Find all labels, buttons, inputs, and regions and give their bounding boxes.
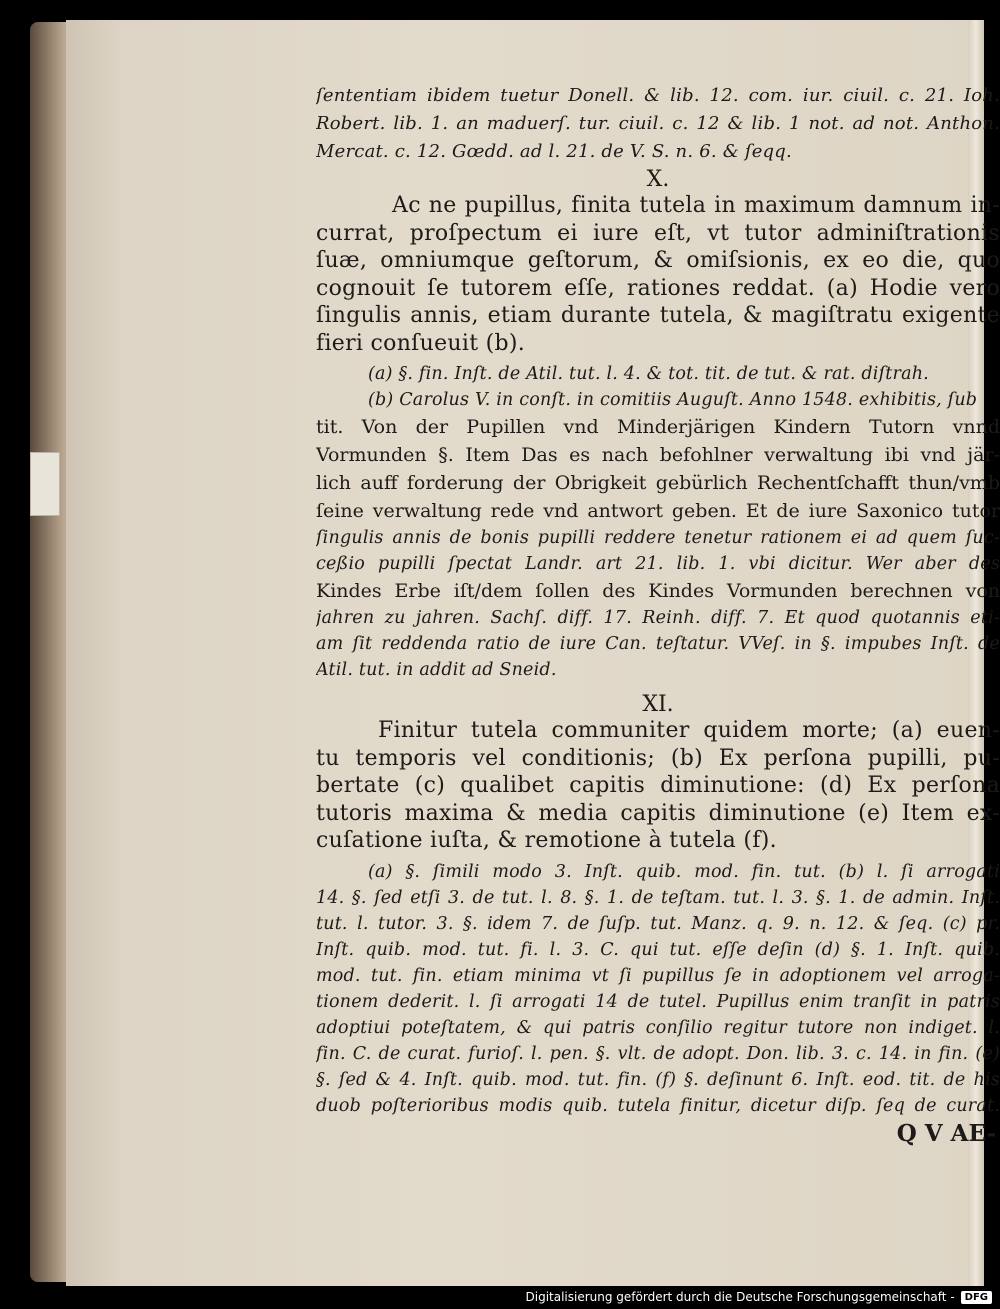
- body-line: currat, proſpectum ei iure eſt, vt tutor adminiſtrationis: [316, 220, 1000, 246]
- note-line: (b) Carolus V. in conſt. in comitiis Auguſt. Anno 1548. exhibitis, ſub: [368, 390, 978, 410]
- section-heading-xi: XI.: [642, 693, 674, 717]
- note-line: ceßio pupilli ſpectat Landr. art 21. lib. 1. vbi dicitur. Wer aber des: [316, 554, 1000, 574]
- catchword: Q V AE-: [896, 1119, 996, 1147]
- page-marker-tab: [30, 452, 60, 516]
- footnote-line: ſententiam ibidem tuetur Donell. & lib. 12. com. iur. ciuil. c. 21. Ioh.: [316, 85, 1000, 106]
- note-line: jahren zu jahren. Sachſ. diff. 17. Reinh. diff. 7. Et quod quotannis eti-: [316, 608, 1000, 628]
- body-line: fieri conſueuit (b).: [316, 330, 526, 356]
- body-line: Finitur tutela communiter quidem morte; (a) euen-: [378, 718, 1000, 743]
- note-line: (a) §. ſimili modo 3. Inſt. quib. mod. fin. tut. (b) l. ſi arrogati: [368, 861, 1000, 882]
- digitization-credit: Digitalisierung gefördert durch die Deutsche Forschungsgemeinschaft -: [525, 1290, 955, 1304]
- section-heading-x: X.: [646, 168, 670, 192]
- note-line: Atil. tut. in addit ad Sneid.: [316, 660, 557, 680]
- note-line: tionem dederit. l. ſi arrogati 14 de tutel. Pupillus enim tranſit in patris: [316, 991, 1000, 1012]
- note-line: mod. tut. fin. etiam minima vt ſi pupillus ſe in adoptionem vel arroga-: [316, 965, 1000, 986]
- note-line: Kindes Erbe iſt/dem ſollen des Kindes Vormunden berechnen von: [316, 580, 1000, 602]
- note-line: adoptiui poteſtatem, & qui patris conſilio regitur tutore non indiget. l.: [316, 1017, 1000, 1038]
- note-line: (a) §. fin. Inſt. de Atil. tut. l. 4. & tot. tit. de tut. & rat. diſtrah.: [368, 364, 929, 384]
- note-line: lich auff forderung der Obrigkeit gebürlich Rechentſchafft thun/vmb: [316, 472, 1000, 494]
- body-line: cognouit ſe tutorem eſſe, rationes reddat. (a) Hodie vero: [316, 275, 1000, 301]
- body-line: ſuæ, omniumque geſtorum, & omiſsionis, ex eo die, quo: [316, 248, 1000, 273]
- note-line: §. ſed & 4. Inſt. quib. mod. tut. fin. (f) §. deſinunt 6. Inſt. eod. tit. de his: [316, 1069, 1000, 1090]
- book-page: [66, 20, 1000, 1286]
- digitization-footer: [526, 1287, 993, 1307]
- page-text: [316, 82, 1000, 1149]
- body-line: tutoris maxima & media capitis diminutione (e) Item ex-: [316, 800, 1000, 826]
- footnote-line: Robert. lib. 1. an maduerſ. tur. ciuil. c. 12 & lib. 1 not. ad not. Anthon.: [316, 113, 1000, 134]
- note-line: am ſit reddenda ratio de iure Can. teſtatur. VVeſ. in §. impubes Inſt. de: [316, 634, 1000, 654]
- note-line: ſingulis annis de bonis pupilli reddere tenetur rationem ei ad quem ſuc-: [316, 528, 1000, 548]
- dfg-logo-icon: DFG: [961, 1291, 992, 1304]
- note-line: fin. C. de curat. furioſ. l. pen. §. vlt. de adopt. Don. lib. 3. c. 14. in fin. (e): [316, 1043, 1000, 1064]
- note-line: Inſt. quib. mod. tut. fi. l. 3. C. qui tut. eſſe deſin (d) §. 1. Inſt. quib.: [316, 939, 1000, 960]
- footnote-line: Mercat. c. 12. Gœdd. ad l. 21. de V. S. n. 6. & ſeqq.: [316, 141, 792, 162]
- note-line: ſeine verwaltung rede vnd antwort geben. Et de iure Saxonico tutor: [316, 500, 1000, 522]
- note-line: tut. l. tutor. 3. §. idem 7. de ſuſp. tut. Manz. q. 9. n. 12. & ſeq. (c) pr.: [316, 913, 1000, 934]
- body-line: ſingulis annis, etiam durante tutela, & magiſtratu exigente: [316, 303, 1000, 328]
- body-line: cuſatione iuſta, & remotione à tutela (f).: [316, 828, 777, 853]
- note-line: tit. Von der Pupillen vnd Minderjärigen Kindern Tutorn vnnd: [316, 416, 1000, 438]
- body-line: Ac ne pupillus, finita tutela in maximum damnum in-: [392, 193, 1000, 218]
- note-line: duob poſterioribus modis quib. tutela finitur, dicetur diſp. ſeq de curat.: [316, 1095, 1000, 1116]
- body-line: tu temporis vel conditionis; (b) Ex perſona pupilli, pu-: [316, 745, 1000, 771]
- note-line: 14. §. ſed etſi 3. de tut. l. 8. §. 1. de teſtam. tut. l. 3. §. 1. de admin. Inſt.: [316, 887, 1000, 908]
- body-line: bertate (c) qualibet capitis diminutione: (d) Ex perſona: [316, 773, 1000, 798]
- note-line: Vormunden §. Item Das es nach befohlner verwaltung ibi vnd jär-: [316, 444, 1000, 466]
